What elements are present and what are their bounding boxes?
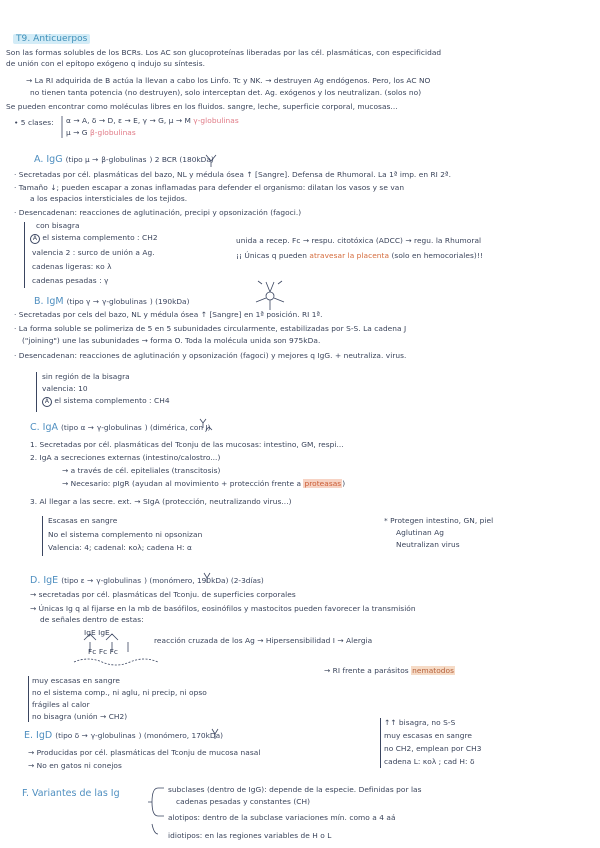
igg-prop-3: valencia 2 : surco de unión a Ag. — [32, 248, 155, 257]
iga-props-bracket — [42, 516, 43, 556]
clases-row-2: μ → G β-globulinas — [66, 128, 136, 137]
igd-bullet-1: → Producidas por cél. plasmáticas del Tconju de mucosa nasal — [28, 748, 261, 757]
igm-bullet-3: ("joining") une las subunidades → forma O. Toda la molécula unida son 975kDa. — [22, 336, 321, 345]
igg-bullet-1: · Secretadas por cél. plasmáticas del bazo, NL y médula ósea ↑ [Sangre]. Defensa de Rhumoral. La 1ª imp. en RI 2ª. — [14, 170, 451, 179]
ige-diagram-label-1: IgE IgE — [84, 628, 110, 637]
ige-diagram-label-2: Fc Fc Fc — [88, 647, 119, 656]
ige-bullet-1: → secretadas por cél. plasmáticas del Tconju. de superficies corporales — [30, 590, 296, 599]
igd-prop-4: cadena L: κoλ ; cad H: δ — [384, 757, 475, 766]
igg-heading: A. IgG (tipo μ → β-globulinas ) 2 BCR (180kDa) — [34, 154, 214, 165]
igg-prop-5: cadenas pesadas : γ — [32, 276, 109, 285]
ige-ri-note: → RI frente a parásitos nematodos — [324, 666, 455, 675]
iga-prop-3: Valencia: 4; cadenal: κoλ; cadena H: α — [48, 543, 192, 552]
igd-prop-1: ↑↑ bisagra, no S-S — [384, 718, 456, 727]
ige-prop-4: no bisagra (unión → CH2) — [32, 712, 128, 721]
page-title: T9. Anticuerpos — [13, 34, 90, 44]
intro-line-4: no tienen tanta potencia (no destruyen), solo interceptan det. Ag. exógenos y los neutralizan. (solos no) — [30, 88, 422, 97]
ige-prop-2: no el sistema comp., ni aglu, ni precip, ni opso — [32, 688, 207, 697]
iga-prop-1: Escasas en sangre — [48, 516, 118, 525]
ige-props-bracket — [28, 676, 29, 722]
igm-props-bracket — [36, 372, 37, 412]
igg-bullet-2: · Tamaño ↓; pueden escapar a zonas inflamadas para defender el organismo: dilatan los vasos y se van — [14, 183, 405, 192]
igd-heading: E. IgD (tipo δ → γ-globulinas ) (monómero, 170kDa) — [24, 730, 224, 741]
igg-props-bracket — [24, 222, 25, 288]
iga-item-2a: → a través de cél. epiteliales (transcitosis) — [62, 466, 221, 475]
igd-bullet-2: → No en gatos ni conejos — [28, 761, 122, 770]
intro-line-2: de unión con el epítopo exógeno q indujo su síntesis. — [6, 59, 206, 68]
iga-prop-2: No el sistema complemento ni opsonizan — [48, 530, 203, 539]
variantes-brace — [148, 788, 164, 834]
iga-item-2: 2. IgA a secreciones externas (intestino/calostro...) — [30, 453, 221, 462]
clases-row-1: α → A, δ → D, ε → E, γ → G, μ → M γ-globulinas — [66, 116, 239, 125]
iga-item-2b: → Necesario: pIgR (ayudan al movimiento + protección frente a proteasas) — [62, 479, 346, 488]
igg-right-2: ¡¡ Únicas q pueden atravesar la placenta (solo en hemocoriales)!! — [236, 251, 483, 260]
ige-prop-3: frágiles al calor — [32, 700, 90, 709]
iga-side-2: Aglutinan Ag — [396, 528, 445, 537]
igg-prop-4: cadenas ligeras: κo λ — [32, 262, 112, 271]
igm-pentamer-icon — [256, 281, 284, 310]
igg-bullet-3: a los espacios intersticiales de los tejidos. — [30, 194, 188, 203]
igg-prop-1: con bisagra — [36, 221, 80, 230]
ige-bullet-3: de señales dentro de estas: — [40, 615, 144, 624]
igm-bullet-1: · Secretadas por cels del bazo, NL y médula ósea ↑ [Sangre] en 1ª posición. RI 1ª. — [14, 310, 323, 319]
iga-side-3: Neutralizan virus — [396, 540, 460, 549]
igm-prop-2: valencia: 10 — [42, 384, 88, 393]
igd-prop-3: no CH2, emplean por CH3 — [384, 744, 482, 753]
variantes-subclases: subclases (dentro de IgG): depende de la especie. Definidas por las — [168, 785, 422, 794]
clases-label: • 5 clases: — [14, 118, 54, 127]
intro-line-5: Se pueden encontrar como moléculas libres en los fluidos. sangre, leche, superficie corporal, mucosas... — [6, 102, 398, 111]
igm-bullet-4: · Desencadenan: reacciones de aglutinación y opsonización (fagoci) y mejores q IgG. + neutraliza. virus. — [14, 351, 407, 360]
intro-line-1: Son las formas solubles de los BCRs. Los AC son glucoproteínas liberadas por las cél. plasmáticas, con especificidad — [6, 48, 442, 57]
iga-side-1: * Protegen intestino, GN, piel — [384, 516, 494, 525]
igg-bullet-4: · Desencadenan: reacciones de aglutinación, precipi y opsonización (fagoci.) — [14, 208, 302, 217]
variantes-alotipos: alotipos: dentro de la subclase variaciones mín. como a 4 aá — [168, 813, 396, 822]
variantes-subclases-2: cadenas pesadas y constantes (CH) — [176, 797, 311, 806]
iga-item-1: 1. Secretadas por cél. plasmáticas del Tconju de las mucosas: intestino, GM, respi... — [30, 440, 344, 449]
igm-prop-3: A el sistema complemento : CH4 — [42, 396, 170, 407]
igm-bullet-2: · La forma soluble se polimeriza de 5 en 5 subunidades circularmente, estabilizadas por S-S. La cadena J — [14, 324, 407, 333]
ige-reaction: reacción cruzada de los Ag → Hipersensibilidad I → Alergia — [154, 636, 373, 645]
intro-line-3: → La RI adquirida de B actúa la llevan a cabo los Linfo. Tc y NK. → destruyen Ag endógenos. Pero, los AC NO — [26, 76, 431, 85]
a-circle-icon: A — [30, 234, 40, 244]
igd-props-bracket — [380, 718, 381, 768]
a-circle-icon: A — [42, 397, 52, 407]
iga-item-3: 3. Al llegar a las secre. ext. → SIgA (protección, neutralizando virus...) — [30, 497, 292, 506]
iga-heading: C. IgA (tipo α → γ-globulinas ) (dimérica, con J) — [30, 422, 211, 433]
ige-prop-1: muy escasas en sangre — [32, 676, 120, 685]
ige-heading: D. IgE (tipo ε → γ-globulinas ) (monómero, 190kDa) (2-3días) — [30, 575, 264, 586]
ige-bullet-2: → Únicas Ig q al fijarse en la mb de basófilos, eosinófilos y mastocitos pueden favorecer la transmisión — [30, 604, 416, 613]
variantes-heading: F. Variantes de las Ig — [22, 788, 120, 799]
igm-prop-1: sin región de la bisagra — [42, 372, 130, 381]
igd-prop-2: muy escasas en sangre — [384, 731, 472, 740]
igm-heading: B. IgM (tipo γ → γ-globulinas ) (190kDa) — [34, 296, 190, 307]
igg-right-1: unida a recep. Fc → respu. citotóxica (ADCC) → regu. la Rhumoral — [236, 236, 482, 245]
igg-prop-2: A el sistema complemento : CH2 — [30, 233, 158, 244]
variantes-idiotipos: idiotipos: en las regiones variables de H o L — [168, 831, 332, 840]
